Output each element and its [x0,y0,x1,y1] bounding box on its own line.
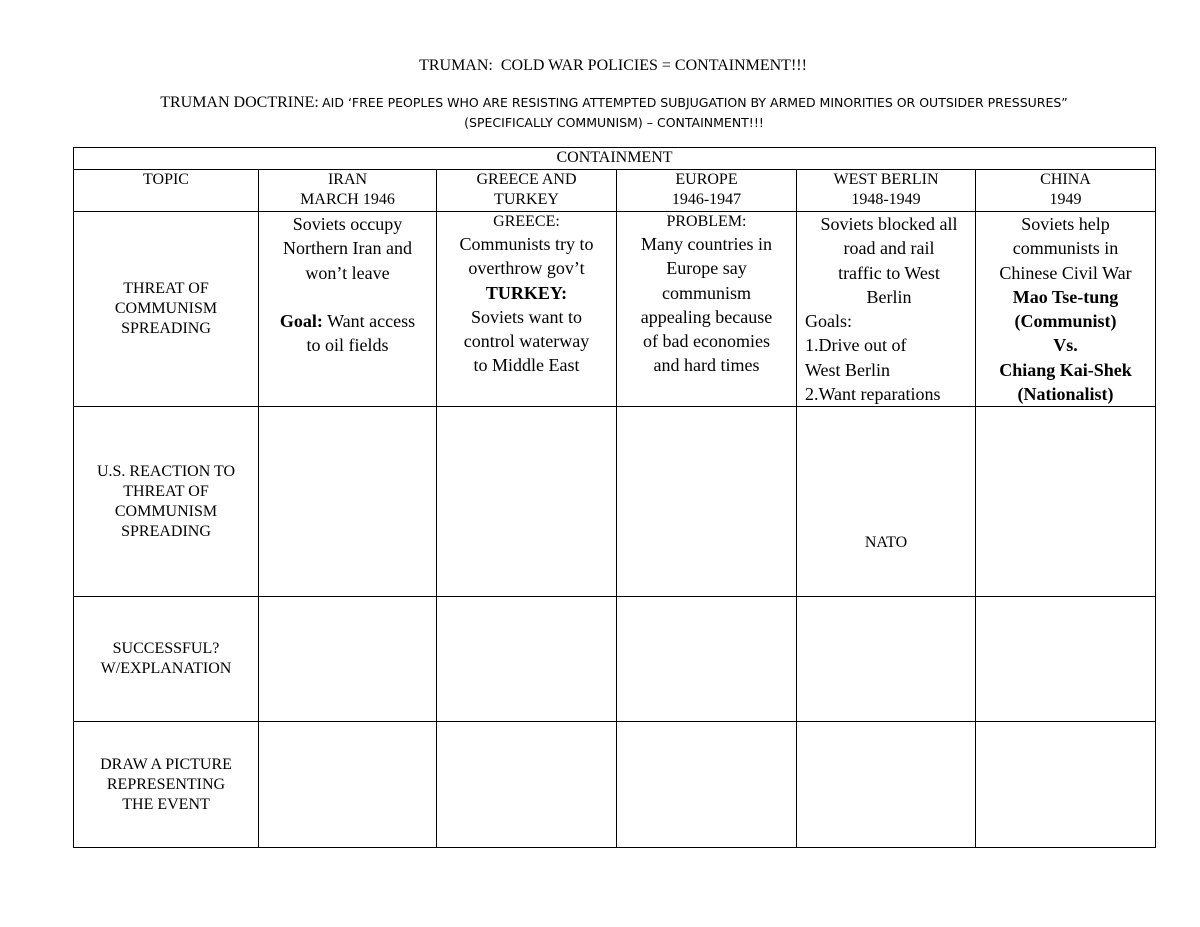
cell-line: overthrow gov’t [468,258,585,279]
success-iran[interactable] [259,597,437,722]
cell-line: West Berlin [805,359,891,380]
cell-line: Berlin [866,286,912,307]
header-china-line1: CHINA [1040,171,1091,188]
paren: ( [1017,384,1024,405]
row-label-line: COMMUNISM [114,300,218,318]
success-west-berlin[interactable] [797,597,976,722]
threat-iran [259,212,437,407]
header-berlin-line2: 1948-1949 [851,191,921,208]
cell-line: won’t leave [305,262,390,283]
row-label-line: SPREADING [121,522,211,540]
header-iran-line2: MARCH 1946 [300,191,395,208]
row-label-reaction [74,407,259,597]
cell-line: traffic to West [838,262,940,283]
cell-line: Soviets help [1021,214,1110,234]
cell-line: of bad economies [643,331,770,352]
row-label-line: DRAW A PICTURE [100,755,232,773]
row-label-picture [74,722,259,848]
containment-table [73,147,1156,848]
cell-line: Many countries in [641,234,772,254]
reaction-greece-turkey[interactable] [437,407,617,597]
party-nationalist: Nationalist [1023,384,1108,405]
row-label-line: REPRESENTING [106,775,226,793]
table-caption: CONTAINMENT [74,148,1156,170]
cell-line: PROBLEM: [666,213,747,230]
cell-line: Soviets blocked all [820,214,958,234]
row-label-line: THE EVENT [122,795,210,813]
paren: ( [1014,311,1021,332]
cell-line: Communists try to [459,234,594,254]
cell-line: 1.Drive out of [805,335,907,356]
page-title: TRUMAN: COLD WAR POLICIES = CONTAINMENT!!! [419,57,807,74]
cell-line: 2.Want reparations [805,384,941,405]
picture-europe[interactable] [617,722,797,848]
reaction-china[interactable] [976,407,1156,597]
cell-line: Northern Iran and [283,238,412,259]
cell-line: appealing because [640,306,773,327]
row-label-success [74,597,259,722]
success-china[interactable] [976,597,1156,722]
paren: ) [1107,384,1114,405]
cell-line: Goals: [805,311,852,332]
doctrine-label: TRUMAN DOCTRINE: [160,94,319,111]
cell-spacer [261,285,434,309]
header-topic: TOPIC [74,170,259,212]
threat-europe [617,212,797,407]
cell-line: and hard times [653,355,760,376]
cell-line: Europe say [666,258,747,279]
threat-west-berlin [797,212,976,407]
cell-line: Soviets occupy [292,214,403,234]
cell-line: control waterway [463,331,590,352]
row-label-threat [74,212,259,407]
row-label-line: THREAT OF [123,482,209,500]
header-china-line2: 1949 [1049,191,1082,208]
picture-west-berlin[interactable] [797,722,976,848]
doctrine-text-line1: AID ‘FREE PEOPLES WHO ARE RESISTING ATTEMPTED SUBJUGATION BY ARMED MINORITIES OR OUTSIDER PRESSURES” [322,95,1068,110]
cell-line: communism [662,282,751,303]
cell-line: to oil fields [306,335,389,356]
cell-line [978,309,1153,333]
cell-line: Chiang Kai-Shek [999,359,1132,380]
paren: ) [1110,311,1117,332]
row-label-line: SPREADING [121,320,211,338]
picture-greece-turkey[interactable] [437,722,617,848]
row-label-line: SUCCESSFUL? [112,640,220,658]
reaction-iran[interactable] [259,407,437,597]
row-label-line: THREAT OF [123,280,209,298]
cell-line: communists in [1012,238,1119,259]
cell-line: Soviets want to [471,306,582,327]
cell-line [261,309,434,333]
header-greece-line2: TURKEY [494,191,559,208]
cell-line: TURKEY: [485,282,568,303]
cell-line: Chinese Civil War [999,262,1132,283]
row-label-line: COMMUNISM [114,502,218,520]
picture-iran[interactable] [259,722,437,848]
goal-text: Want access [322,311,416,332]
reaction-europe[interactable] [617,407,797,597]
success-europe[interactable] [617,597,797,722]
cell-line: road and rail [843,238,935,259]
header-europe-line2: 1946-1947 [671,191,742,208]
threat-greece-turkey [437,212,617,407]
header-europe [617,170,797,212]
cell-line: to Middle East [473,355,580,376]
cell-line [978,382,1153,406]
header-berlin-line1: WEST BERLIN [833,171,939,188]
goal-label: Goal: [279,311,323,332]
header-europe-line1: EUROPE [675,171,738,188]
picture-china[interactable] [976,722,1156,848]
reaction-west-berlin[interactable] [797,407,976,597]
header-greece-line1: GREECE AND [476,171,577,188]
truman-doctrine-definition [74,93,1154,133]
header-greece-turkey [437,170,617,212]
header-iran [259,170,437,212]
success-greece-turkey[interactable] [437,597,617,722]
nato-text: NATO [864,534,908,552]
cell-line: GREECE: [493,213,560,230]
header-china [976,170,1156,212]
row-label-line: W/EXPLANATION [100,660,232,678]
threat-china [976,212,1156,407]
row-label-line: U.S. REACTION TO [96,462,236,480]
header-iran-line1: IRAN [327,171,368,188]
party-communist: Communist [1020,311,1111,332]
header-west-berlin [797,170,976,212]
cell-line: Vs. [1053,335,1078,356]
cell-line: Mao Tse-tung [1012,286,1119,307]
doctrine-text-line2: (SPECIFICALLY COMMUNISM) – CONTAINMENT!!! [464,115,764,130]
